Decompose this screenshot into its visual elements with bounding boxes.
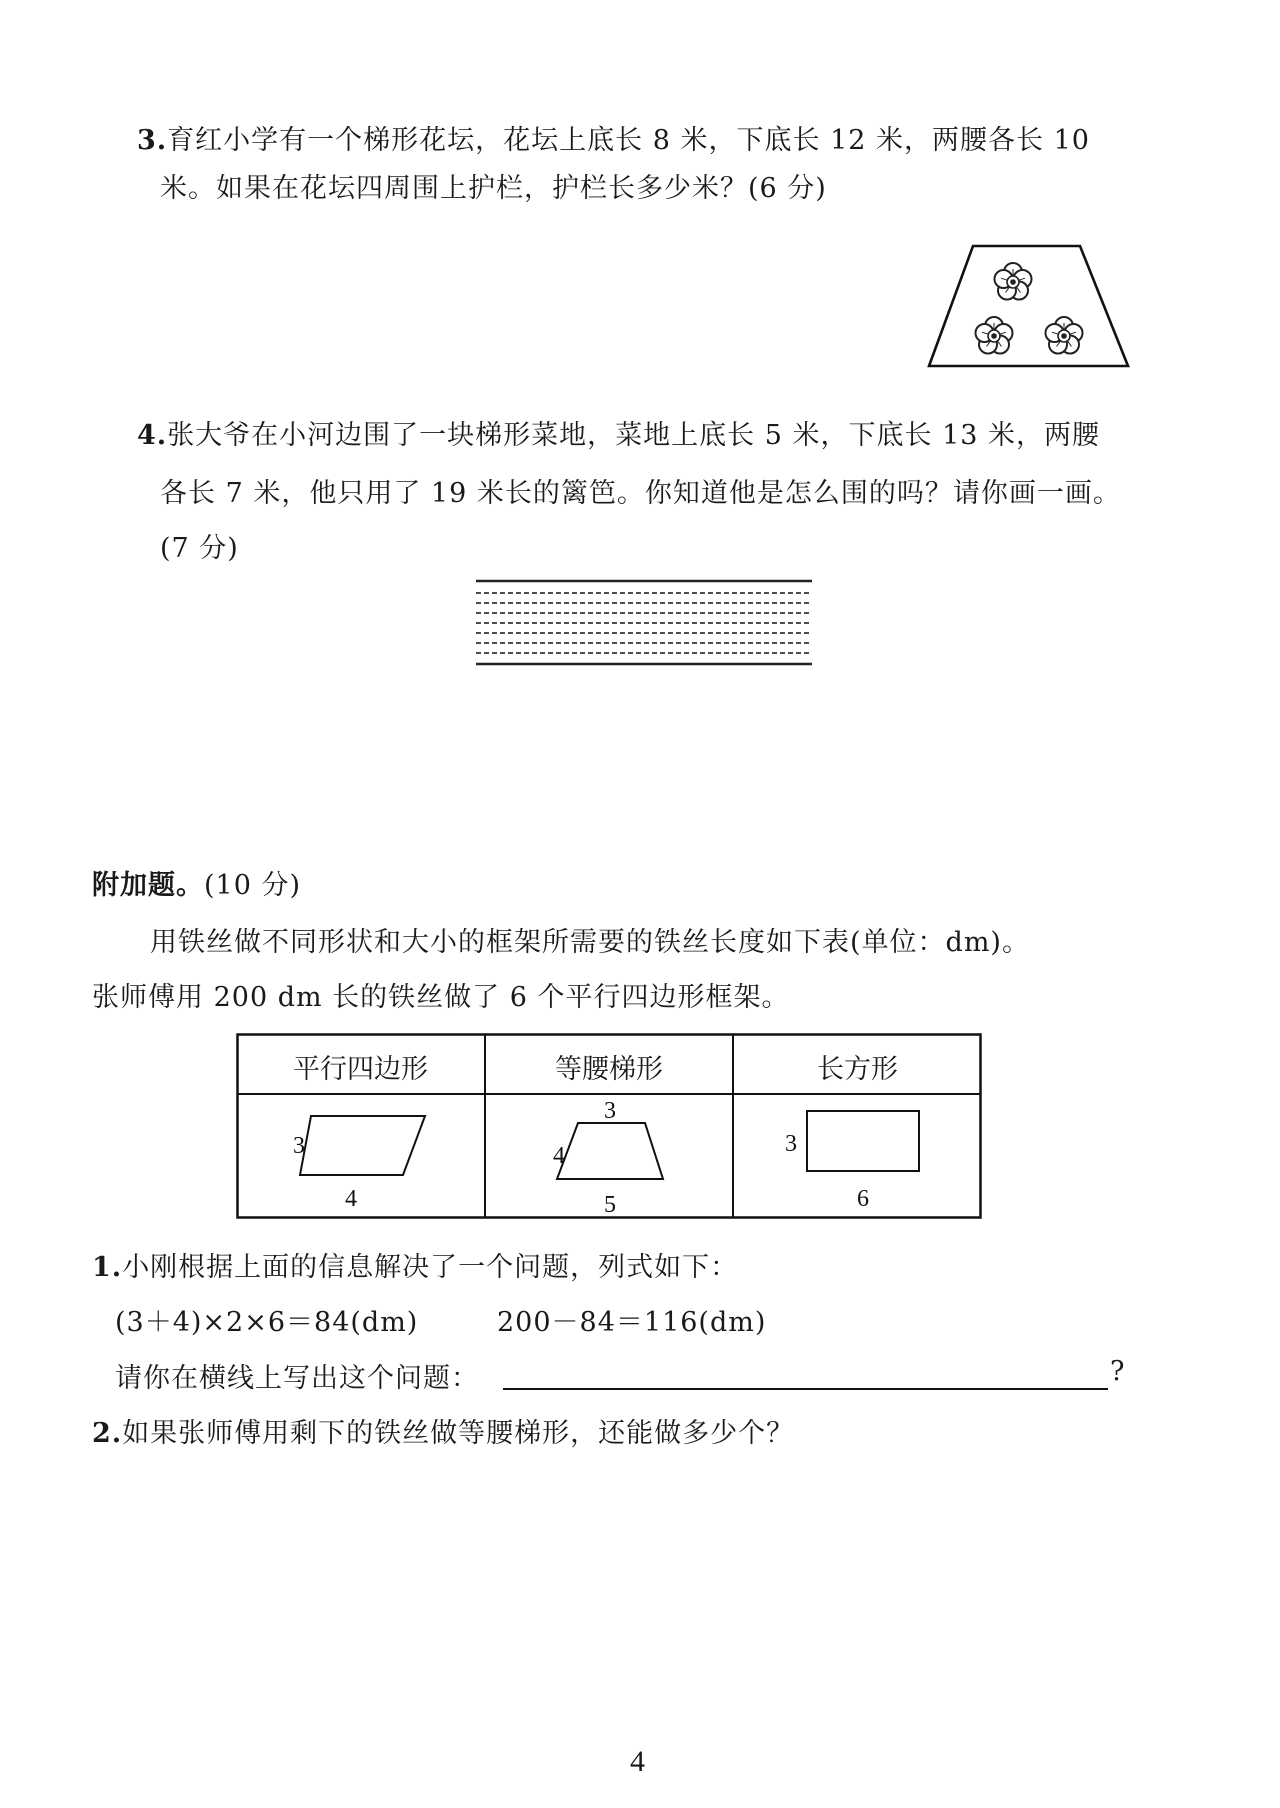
q3-number: 3. [137,125,168,156]
trapezoid-top-label: 3 [604,1098,616,1124]
sub1-formula-1: (3＋4)×2×6＝84(dm) [115,1307,419,1338]
flower-bed-trapezoid [929,246,1128,366]
trapezoid-figure [485,1094,733,1218]
q4-number: 4. [137,420,168,451]
sub2-line [92,1411,794,1450]
q4-line-3: (7 分) [160,533,239,564]
sub1-prompt: 请你在横线上写出这个问题： [115,1363,479,1394]
bonus-score: (10 分) [204,870,302,901]
trapezoid-leg-label: 4 [553,1143,565,1169]
sub2-text: 如果张师傅用剩下的铁丝做等腰梯形，还能做多少个？ [122,1418,795,1449]
parallelogram-figure [236,1094,485,1218]
flower-icon [976,317,1013,354]
flower-icon [995,263,1032,300]
bonus-intro-2: 张师傅用 200 dm 长的铁丝做了 6 个平行四边形框架。 [92,982,790,1013]
q4-line-1 [137,413,1100,452]
sub1-number: 1. [92,1252,123,1283]
flower-icon [1046,317,1083,354]
wire-length-table [236,1033,982,1219]
q3-line-2: 米。如果在花坛四周围上护栏，护栏长多少米？(6 分) [160,173,827,204]
sub1-answer-line[interactable] [503,1388,1108,1390]
sub1-question-mark: ? [1110,1356,1126,1387]
sub1-line [92,1245,738,1284]
q4-text-1: 张大爷在小河边围了一块梯形菜地，菜地上底长 5 米，下底长 13 米，两腰 [167,420,1101,451]
sub1-text: 小刚根据上面的信息解决了一个问题，列式如下： [122,1252,739,1283]
q3-line-1 [137,118,1090,157]
page-number: 4 [630,1745,645,1778]
table-header-trapezoid: 等腰梯形 [555,1054,663,1085]
q3-text-1: 育红小学有一个梯形花坛，花坛上底长 8 米，下底长 12 米，两腰各长 10 [167,125,1090,156]
parallelogram-base-label: 4 [345,1186,357,1212]
parallelogram-side-label: 3 [293,1133,305,1159]
bonus-heading [92,863,301,902]
flower-bed-illustration [920,240,1140,372]
bonus-title: 附加题。 [92,870,204,901]
river-illustration [474,578,814,668]
bonus-intro-1: 用铁丝做不同形状和大小的框架所需要的铁丝长度如下表(单位：dm)。 [150,927,1030,958]
rectangle-width-label: 3 [785,1131,797,1157]
sub2-number: 2. [92,1418,123,1449]
rectangle-length-label: 6 [857,1186,869,1212]
table-header-parallelogram: 平行四边形 [293,1054,428,1085]
rectangle-figure [733,1094,982,1218]
sub1-formula-2: 200－84＝116(dm) [497,1307,767,1338]
q4-line-2: 各长 7 米，他只用了 19 米长的篱笆。你知道他是怎么围的吗？请你画一画。 [160,478,1121,509]
table-header-rectangle: 长方形 [817,1054,898,1085]
trapezoid-bottom-label: 5 [604,1192,616,1218]
